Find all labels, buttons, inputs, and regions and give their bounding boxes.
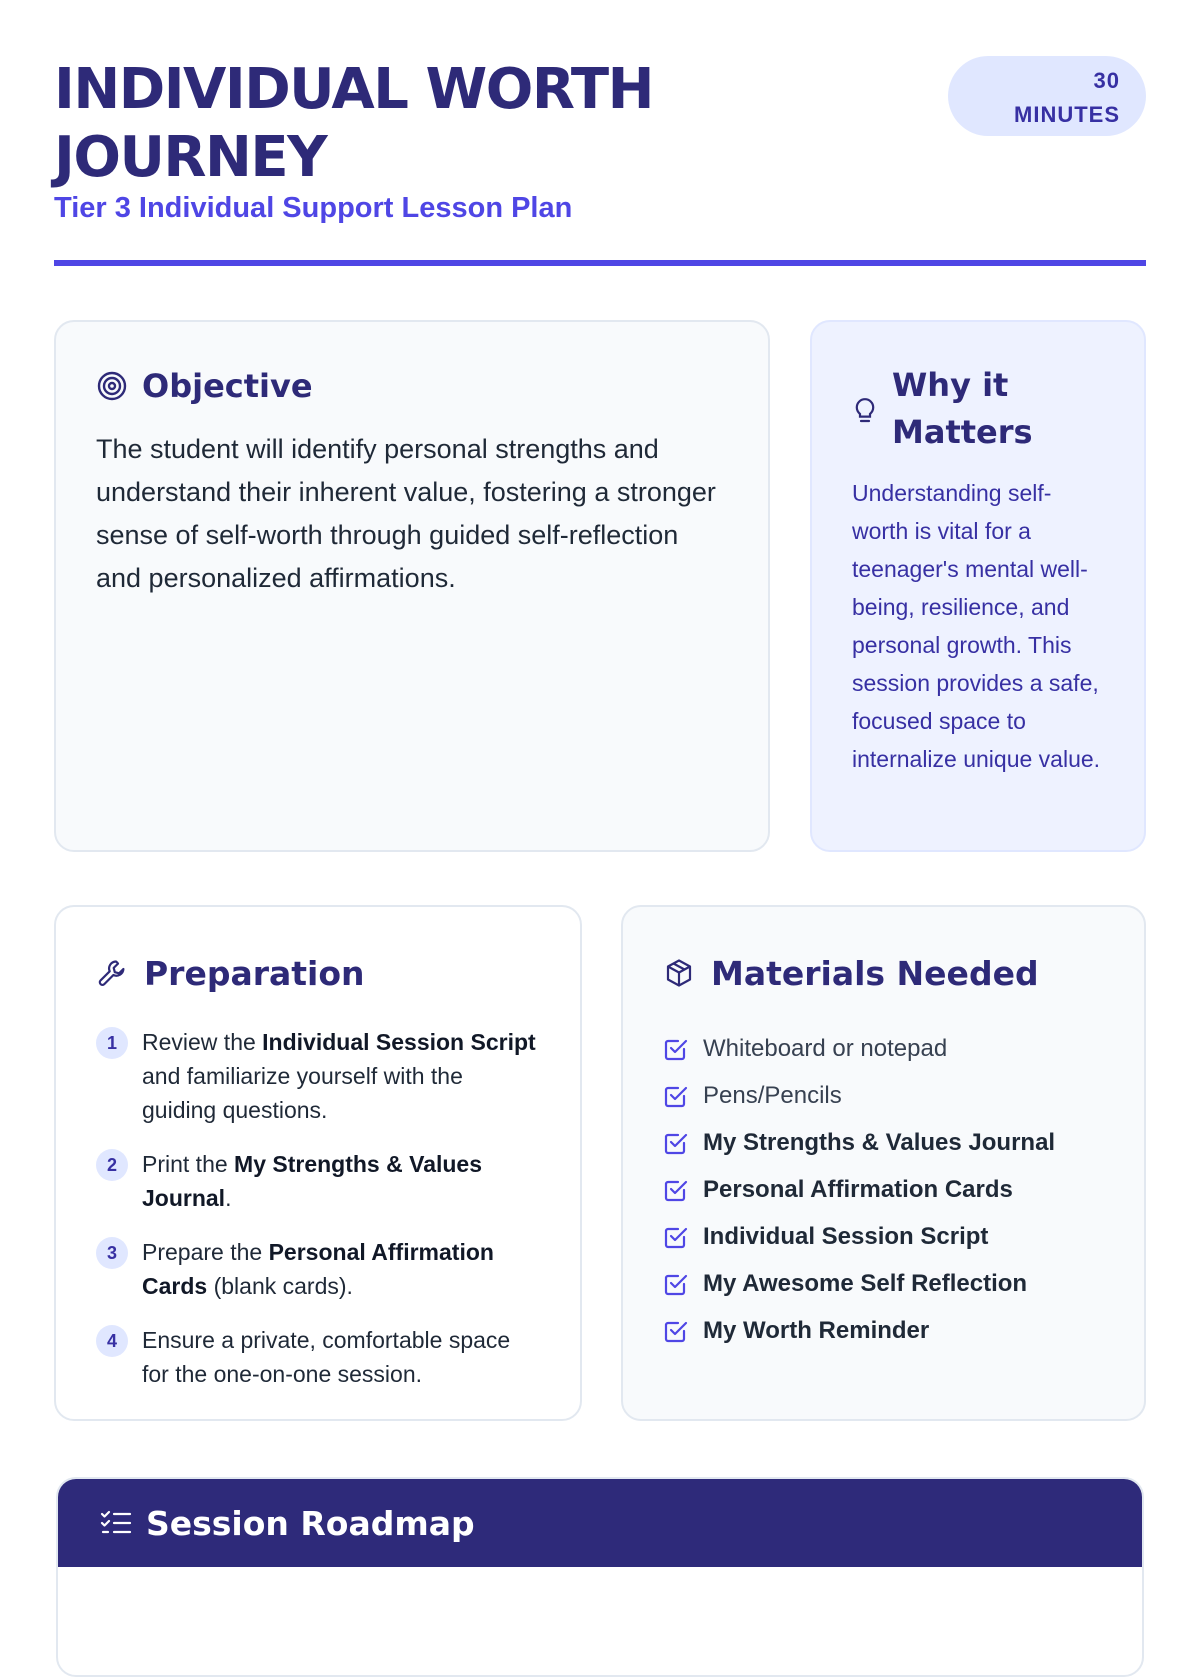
material-item: [663, 1307, 1104, 1354]
why-it-matters-card: [810, 320, 1146, 852]
material-label: Individual Session Script: [703, 1222, 989, 1250]
session-roadmap-card: [56, 1477, 1144, 1677]
step-text: Review the Individual Session Script and familiarize yourself with the guiding questions.: [142, 1029, 536, 1123]
material-label: Whiteboard or notepad: [703, 1034, 948, 1062]
checkbox-checked-icon: [663, 1083, 689, 1109]
material-label: My Strengths & Values Journal: [703, 1128, 1056, 1156]
step-number-badge: 2: [96, 1149, 128, 1181]
duration-value: 30: [1093, 68, 1120, 93]
step-text: Ensure a private, comfortable space for the one-on-one session.: [142, 1327, 511, 1387]
roadmap-header: [58, 1479, 1142, 1567]
duration-badge: [948, 56, 1146, 136]
material-label: Pens/Pencils: [703, 1081, 842, 1109]
page-subtitle: Tier 3 Individual Support Lesson Plan: [54, 192, 573, 224]
why-heading-text: Why it Matters: [892, 366, 1033, 451]
checklist-icon: [100, 1509, 132, 1537]
preparation-heading-text: Preparation: [144, 953, 365, 993]
materials-card: [621, 905, 1146, 1421]
materials-heading: [663, 951, 1104, 995]
material-item: [663, 1025, 1104, 1072]
target-icon: [96, 370, 128, 402]
step-number-badge: 1: [96, 1027, 128, 1059]
roadmap-heading-text: Session Roadmap: [146, 1503, 475, 1543]
objective-text: The student will identify personal strengths and understand their inherent value, fostering a stronger sense of self-worth through guided self-reflection and personalized affirmations.: [96, 434, 716, 593]
preparation-heading: [96, 951, 540, 995]
lightbulb-icon: [852, 395, 878, 427]
material-item: [663, 1213, 1104, 1260]
preparation-card: [54, 905, 582, 1421]
roadmap-heading: [100, 1504, 475, 1543]
header: [54, 56, 1146, 266]
checkbox-checked-icon: [663, 1130, 689, 1156]
checkbox-checked-icon: [663, 1318, 689, 1344]
checkbox-checked-icon: [663, 1036, 689, 1062]
objective-card: [54, 320, 770, 852]
objective-heading-text: Objective: [142, 367, 313, 405]
material-item: [663, 1260, 1104, 1307]
material-label: My Awesome Self Reflection: [703, 1269, 1028, 1297]
why-heading: [852, 362, 1104, 456]
material-label: Personal Affirmation Cards: [703, 1175, 1013, 1203]
materials-list: [663, 1025, 1104, 1354]
material-item: [663, 1166, 1104, 1213]
preparation-step: [96, 1323, 540, 1391]
why-text: Understanding self-worth is vital for a teenager's mental well-being, resilience, and personal growth. This session provides a safe, focused space to internalize unique value.: [852, 480, 1101, 772]
checkbox-checked-icon: [663, 1271, 689, 1297]
material-label: My Worth Reminder: [703, 1316, 930, 1344]
preparation-step: [96, 1235, 540, 1303]
preparation-step: [96, 1147, 540, 1215]
header-divider: [54, 260, 1146, 266]
wrench-icon: [96, 957, 128, 989]
checkbox-checked-icon: [663, 1177, 689, 1203]
materials-heading-text: Materials Needed: [711, 953, 1039, 993]
preparation-step: [96, 1025, 540, 1127]
duration-unit: MINUTES: [1014, 102, 1120, 127]
step-text: Print the My Strengths & Values Journal.: [142, 1151, 483, 1211]
step-number-badge: 4: [96, 1325, 128, 1357]
box-icon: [663, 957, 695, 989]
step-text: Prepare the Personal Affirmation Cards (blank cards).: [142, 1239, 494, 1299]
checkbox-checked-icon: [663, 1224, 689, 1250]
page-title: INDIVIDUAL WORTH JOURNEY: [54, 57, 653, 190]
objective-heading: [96, 366, 728, 406]
step-number-badge: 3: [96, 1237, 128, 1269]
preparation-steps: [96, 1025, 540, 1391]
material-item: [663, 1119, 1104, 1166]
material-item: [663, 1072, 1104, 1119]
